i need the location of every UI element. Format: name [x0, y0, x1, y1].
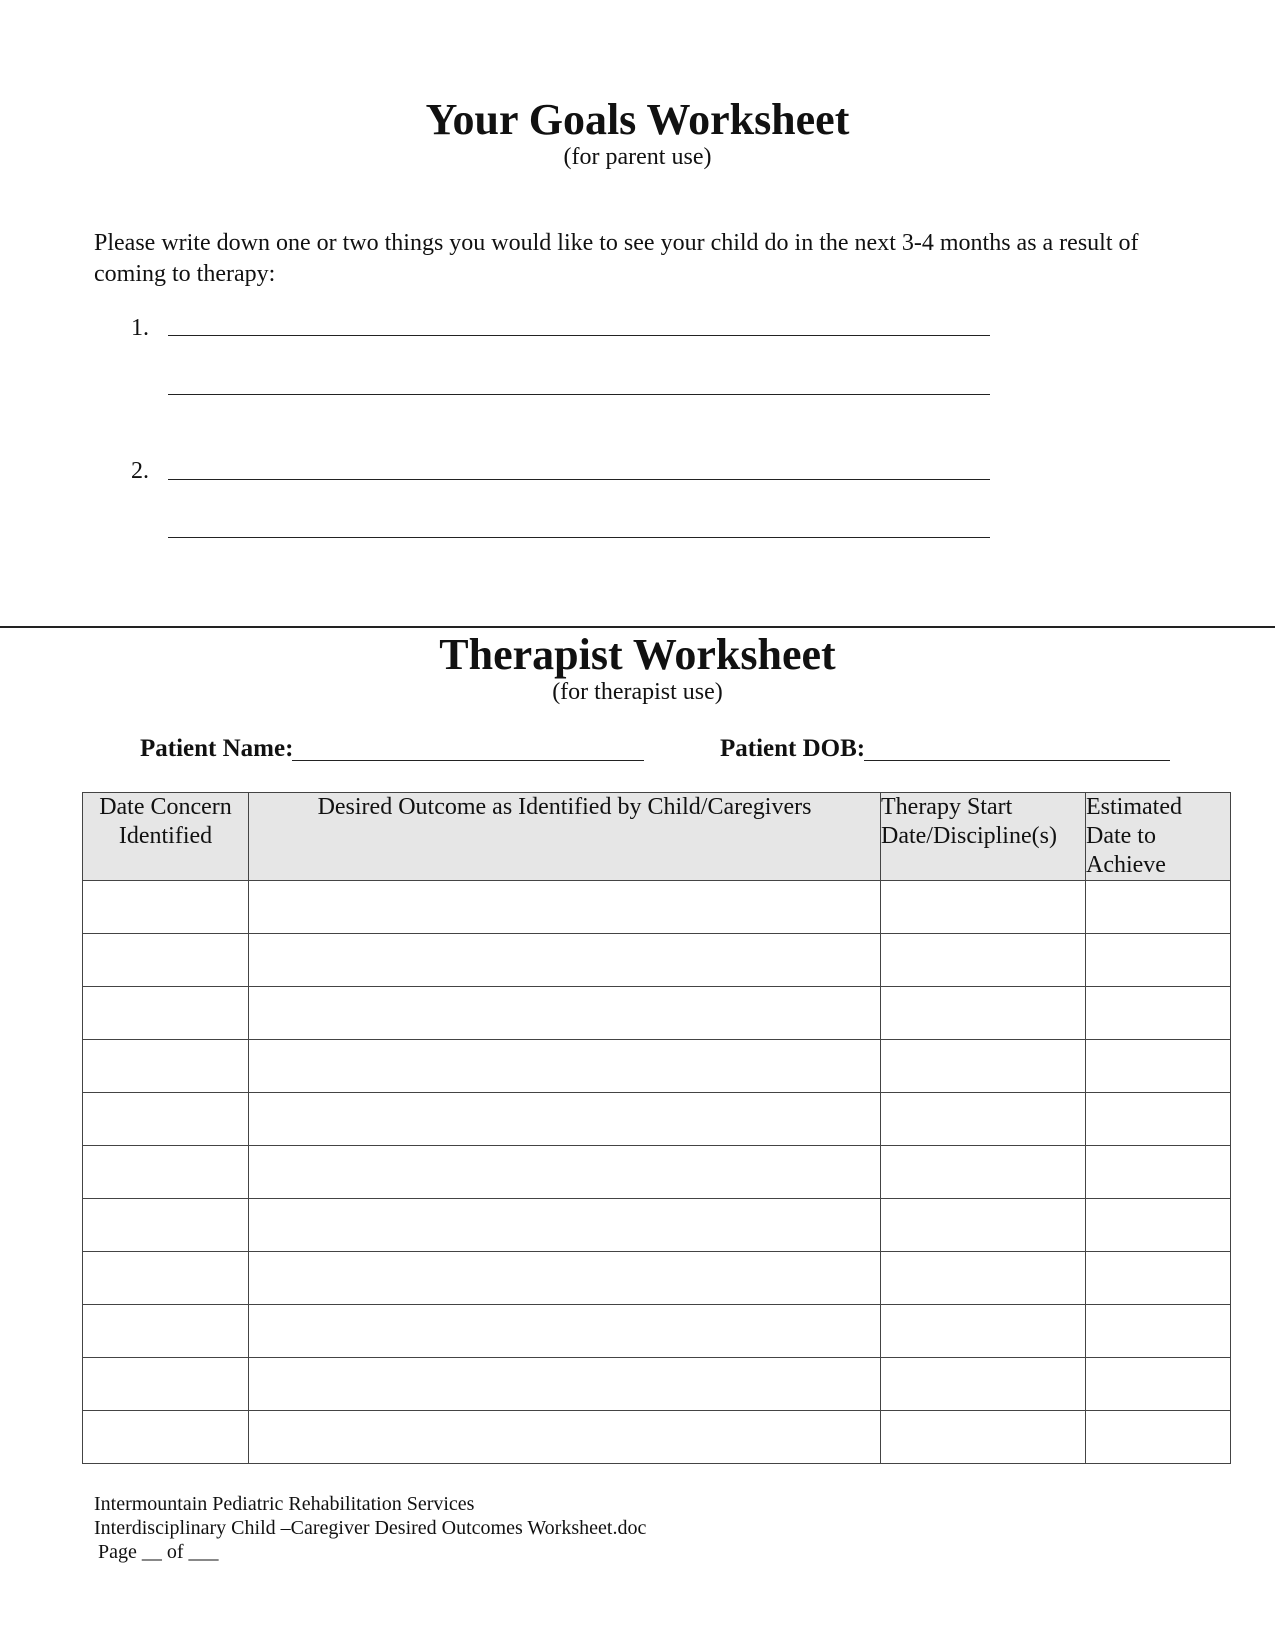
date-concern-cell[interactable] [83, 1146, 249, 1199]
desired-outcome-cell[interactable] [249, 1252, 881, 1305]
parent-worksheet-subtitle: (for parent use) [563, 144, 712, 170]
header-date-concern [83, 793, 249, 881]
desired-outcome-cell[interactable] [249, 1093, 881, 1146]
desired-outcome-cell[interactable] [249, 1199, 881, 1252]
goal-1-line-1[interactable] [168, 335, 990, 336]
table-row [83, 881, 1231, 934]
table-row [83, 1146, 1231, 1199]
estimated-date-cell[interactable] [1086, 1411, 1231, 1464]
table-row [83, 1093, 1231, 1146]
parent-worksheet-title: Your Goals Worksheet [425, 95, 850, 144]
goal-1-line-2[interactable] [168, 394, 990, 395]
patient-name-label: Patient Name: [140, 735, 294, 762]
therapy-start-cell[interactable] [881, 881, 1086, 934]
header-estimated-date [1086, 793, 1231, 881]
header-desired-outcome-line1: Desired Outcome as Identified by Child/Caregivers [317, 794, 812, 820]
table-row [83, 1040, 1231, 1093]
footer-document-name: Interdisciplinary Child –Caregiver Desired Outcomes Worksheet.doc [94, 1517, 647, 1539]
estimated-date-cell[interactable] [1086, 987, 1231, 1040]
date-concern-cell[interactable] [83, 1411, 249, 1464]
desired-outcome-cell[interactable] [249, 1040, 881, 1093]
date-concern-cell[interactable] [83, 1040, 249, 1093]
section-divider [0, 626, 1275, 628]
therapist-worksheet-title: Therapist Worksheet [439, 630, 836, 679]
outcomes-table [82, 792, 1231, 1464]
date-concern-cell[interactable] [83, 1358, 249, 1411]
table-row [83, 934, 1231, 987]
therapy-start-cell[interactable] [881, 1358, 1086, 1411]
estimated-date-cell[interactable] [1086, 934, 1231, 987]
table-row [83, 987, 1231, 1040]
date-concern-cell[interactable] [83, 881, 249, 934]
estimated-date-cell[interactable] [1086, 1305, 1231, 1358]
date-concern-cell[interactable] [83, 1199, 249, 1252]
estimated-date-cell[interactable] [1086, 1199, 1231, 1252]
desired-outcome-cell[interactable] [249, 1411, 881, 1464]
header-therapy-start-line1: Therapy Start [881, 794, 1013, 820]
table-row [83, 1252, 1231, 1305]
estimated-date-cell[interactable] [1086, 1146, 1231, 1199]
desired-outcome-cell[interactable] [249, 1305, 881, 1358]
goal-number-2: 2. [131, 458, 149, 484]
header-estimated-date-line1: Estimated [1086, 794, 1182, 820]
header-date-concern-line1: Date Concern [99, 794, 232, 820]
estimated-date-cell[interactable] [1086, 1040, 1231, 1093]
estimated-date-cell[interactable] [1086, 1358, 1231, 1411]
estimated-date-cell[interactable] [1086, 1093, 1231, 1146]
date-concern-cell[interactable] [83, 987, 249, 1040]
goal-2-line-1[interactable] [168, 479, 990, 480]
date-concern-cell[interactable] [83, 1305, 249, 1358]
date-concern-cell[interactable] [83, 1252, 249, 1305]
patient-name-field[interactable] [292, 760, 644, 761]
table-row [83, 1358, 1231, 1411]
table-header-row [83, 793, 1231, 881]
goal-number-1: 1. [131, 315, 149, 341]
therapy-start-cell[interactable] [881, 1040, 1086, 1093]
desired-outcome-cell[interactable] [249, 1146, 881, 1199]
therapy-start-cell[interactable] [881, 1093, 1086, 1146]
table-row [83, 1305, 1231, 1358]
footer-page-number: Page __ of ___ [98, 1541, 219, 1563]
footer-organization: Intermountain Pediatric Rehabilitation Services [94, 1493, 475, 1515]
estimated-date-cell[interactable] [1086, 881, 1231, 934]
therapy-start-cell[interactable] [881, 1411, 1086, 1464]
table-row [83, 1199, 1231, 1252]
therapy-start-cell[interactable] [881, 934, 1086, 987]
date-concern-cell[interactable] [83, 934, 249, 987]
therapy-start-cell[interactable] [881, 987, 1086, 1040]
goal-2-line-2[interactable] [168, 537, 990, 538]
header-date-concern-line2: Identified [118, 823, 213, 849]
parent-instruction: Please write down one or two things you would like to see your child do in the next 3-4 months as a result of coming to therapy: [94, 230, 1139, 287]
therapy-start-cell[interactable] [881, 1199, 1086, 1252]
therapist-worksheet-subtitle: (for therapist use) [552, 679, 723, 705]
header-estimated-date-line3: Achieve [1086, 852, 1166, 878]
desired-outcome-cell[interactable] [249, 1358, 881, 1411]
therapy-start-cell[interactable] [881, 1305, 1086, 1358]
patient-dob-field[interactable] [864, 760, 1170, 761]
header-therapy-start-line2: Date/Discipline(s) [881, 823, 1057, 849]
date-concern-cell[interactable] [83, 1093, 249, 1146]
desired-outcome-cell[interactable] [249, 881, 881, 934]
estimated-date-cell[interactable] [1086, 1252, 1231, 1305]
therapy-start-cell[interactable] [881, 1252, 1086, 1305]
desired-outcome-cell[interactable] [249, 934, 881, 987]
header-desired-outcome [249, 793, 881, 881]
header-estimated-date-line2: Date to [1086, 823, 1156, 849]
patient-dob-label: Patient DOB: [720, 735, 866, 762]
desired-outcome-cell[interactable] [249, 987, 881, 1040]
table-body [83, 881, 1231, 1464]
therapy-start-cell[interactable] [881, 1146, 1086, 1199]
table-row [83, 1411, 1231, 1464]
header-therapy-start [881, 793, 1086, 881]
